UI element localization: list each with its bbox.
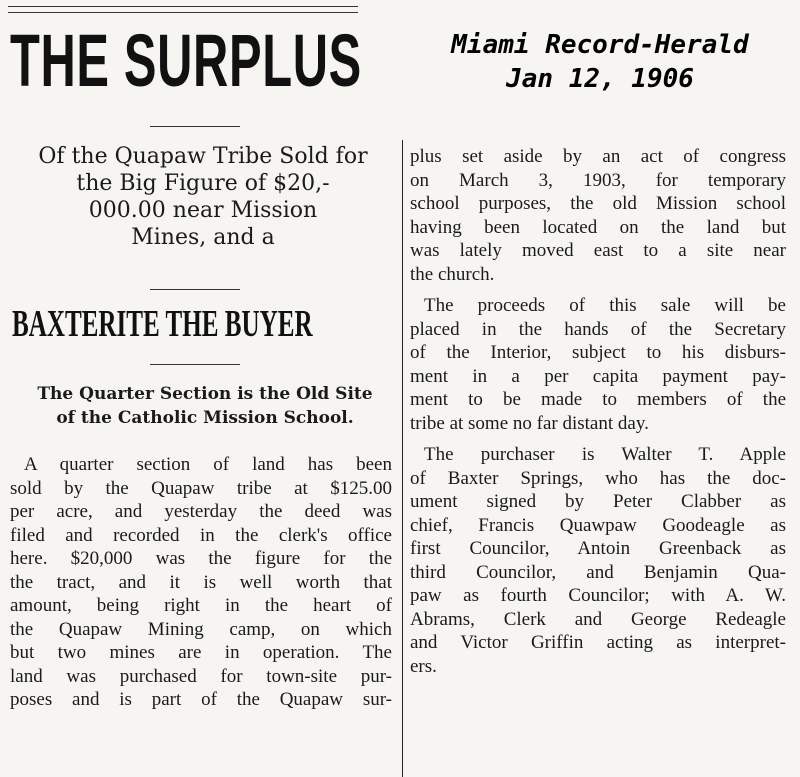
text-line: ment to be made to members of the [410,389,786,410]
top-rule [8,12,358,13]
text-line: filed and recorded in the clerk's office [10,524,392,546]
text-line: Abrams, Clerk and George Redeagle [410,608,786,630]
text-line: ers. [410,655,437,677]
text-line: The purchaser is Walter T. Apple [424,444,786,465]
text-line: tribe at some no far distant day. [410,412,649,434]
text-line: school purposes, the old Mission school [410,193,786,214]
text-line: on March 3, 1903, for temporary [410,169,786,191]
text-line: but two mines are in operation. The [10,642,392,663]
text-line: of the Interior, subject to his disburs- [410,342,786,363]
text-line: plus set aside by an act of congress [410,146,786,167]
text-line: placed in the hands of the Secretary [410,318,786,340]
top-rule [8,6,358,7]
text-line: third Councilor, and Benjamin Qua- [410,561,786,583]
deck-line: Of the Quapaw Tribe Sold for [38,144,368,169]
text-line: and Victor Griffin acting as interpret- [410,632,786,653]
text-line: A quarter section of land has been [24,454,392,475]
text-line: ment in a per capita payment pay- [410,365,786,387]
text-line: paw as fourth Councilor; with A. W. [410,585,786,606]
deck-line: 000.00 near Mission [88,198,318,223]
text-line: the Quapaw Mining camp, on which [10,618,392,640]
text-line: the tract, and it is well worth that [10,571,392,593]
text-line: per acre, and yesterday the deed was [10,501,392,522]
text-line: first Councilor, Antoin Greenback as [410,538,786,559]
subhead: BAXTERITE THE BUYER [12,303,313,345]
deck-line: the Big Figure of $20,- [76,171,330,196]
publication-date: Jan 12, 1906 [506,64,694,94]
text-line: here. $20,000 was the figure for the [10,548,392,569]
text-line: sold by the Quapaw tribe at $125.00 [10,477,392,499]
kicker [10,382,400,430]
paper-name: Miami Record-Herald [451,30,749,60]
headline: THE SURPLUS [10,19,362,102]
right-column [410,145,786,678]
divider [150,364,240,365]
text-line: chief, Francis Quawpaw Goodeagle as [410,514,786,536]
masthead [405,28,795,96]
kicker-line: of the Catholic Mission School. [56,408,354,428]
text-line: of Baxter Springs, who has the doc- [410,467,786,489]
deck-line: Mines, and a [131,225,275,250]
divider [150,126,240,127]
text-line: the church. [410,263,495,285]
left-column [10,453,392,712]
text-line: The proceeds of this sale will be [424,295,786,316]
text-line: poses and is part of the Quapaw sur- [10,689,392,710]
text-line: ument signed by Peter Clabber as [410,491,786,512]
text-line: amount, being right in the heart of [10,595,392,616]
text-line: having been located on the land but [410,216,786,238]
kicker-line: The Quarter Section is the Old Site [37,384,373,404]
text-line: was lately moved east to a site near [410,240,786,261]
column-rule [402,140,403,777]
deck [8,143,398,251]
divider [150,289,240,290]
text-line: land was purchased for town-site pur- [10,665,392,687]
